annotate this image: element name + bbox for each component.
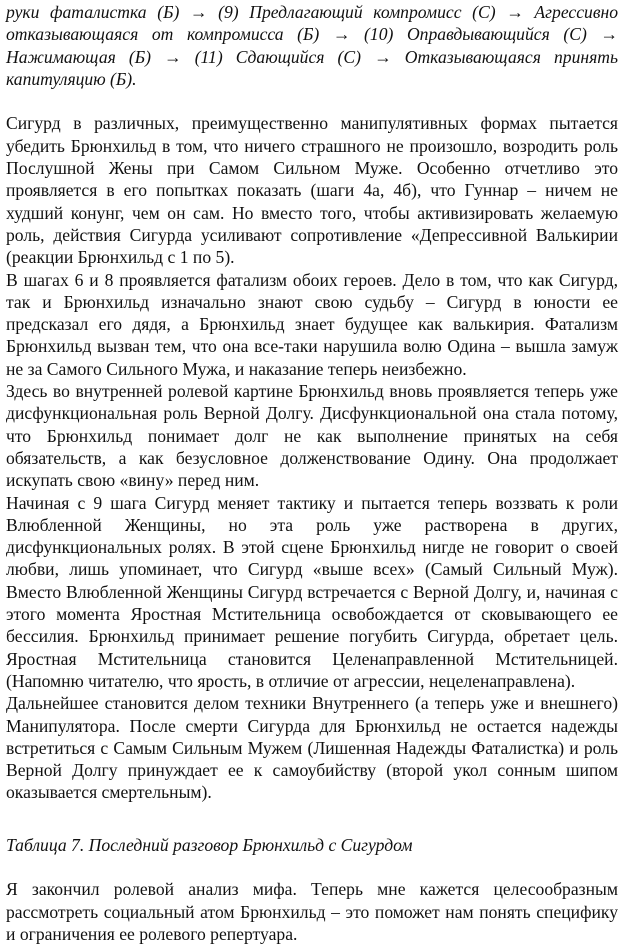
paragraph-manipulator: Дальнейшее становится делом техники Внутреннего (а теперь уже и внешнего) Манипулятора. После смерти Сигурда для Брюнхильд не остается надежды встретиться с Самым Сильным Мужем (Лишенная Надежды Фаталистка) и роль Верной Долгу принуждает ее к самоубийству (второй укол сонным шипом оказывается смертельным). (6, 693, 618, 803)
paragraph-fatalism: В шагах 6 и 8 проявляется фатализм обоих героев. Дело в том, что как Сигурд, так и Брюнхильд изначально знают свою судьбу – Сигурд в юности ее предсказал его дядя, а Брюнхильд знает будущее как валькирия. Фатализм Брюнхильд вызван тем, что она все-таки нарушила волю Одина – вышла замуж не за Самого Сильного Мужа, и наказание теперь неизбежно. (6, 269, 618, 379)
paragraph-gap (6, 804, 618, 834)
paragraph-tactic-change: Начиная с 9 шага Сигурд меняет тактику и пытается теперь воззвать к роли Влюбленной Женщины, но эта роль уже растворена в других, дисфункциональных ролях. В этой сцене Брюнхильд нигде не говорит о своей любви, лишь упоминает, что Сигурд «выше всех» (Самый Сильный Муж). Вместо Влюбленной Женщины Сигурд встречается с Верной Долгу, и, начиная с этого момента Яростная Мстительница освобождается от сковывающего ее бессилия. Брюнхильд принимает решение погубить Сигурда, обретает цель. Яростная Мстительница становится Целенаправленной Мстительницей. (Напомню читателю, что ярость, в отличие от агрессии, нецеленаправлена). (6, 492, 618, 691)
table-caption: Таблица 7. Последний разговор Брюнхильд с Сигурдом (6, 834, 413, 855)
paragraph-gap (6, 90, 618, 112)
paragraph-duty-role: Здесь во внутренней ролевой картине Брюнхильд вновь проявляется теперь уже дисфункциональная роль Верной Долгу. Дисфункциональной она стала потому, что Брюнхильд понимает долг не как выполнение принятых на себя обязательств, а как безусловное долженствование Одину. Она продолжает искупать свою «вину» перед ним. (6, 381, 618, 491)
paragraph-closing: Я закончил ролевой анализ мифа. Теперь мне кажется целесообразным рассмотреть социальный атом Брюнхильд – это поможет нам понять специфику и ограничения ее ролевого репертуара. (6, 879, 618, 944)
document-page (6, 1, 618, 945)
paragraph-gap (6, 856, 618, 878)
role-sequence-text: руки фаталистка (Б) → (9) Предлагающий компромисс (С) → Агрессивно отказывающаяся от компромисса (Б) → (10) Оправдывающийся (С) → Нажимающая (Б) → (11) Сдающийся (С) → Отказывающаяся принять капитуляцию (Б). (6, 2, 618, 89)
paragraph-sigurd-manipulation: Сигурд в различных, преимущественно манипулятивных формах пытается убедить Брюнхильд в том, что ничего страшного не произошло, возродить роль Послушной Жены при Самом Сильном Муже. Особенно отчетливо это проявляется в его попытках показать (шаги 4а, 4б), что Гуннар – ничем не худший конунг, чем он сам. Но вместо того, чтобы активизировать желаемую роль, действия Сигурда усиливают сопротивление «Депрессивной Валькирии (реакции Брюнхильд с 1 по 5). (6, 113, 618, 268)
